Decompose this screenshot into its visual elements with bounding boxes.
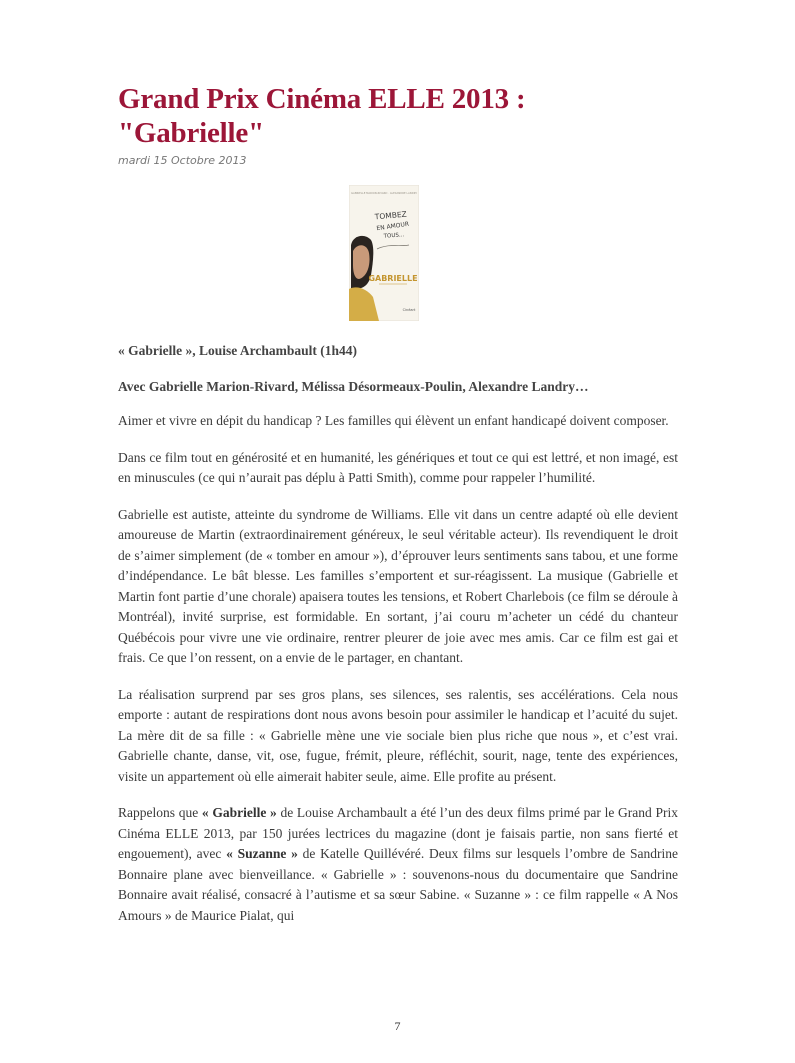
p5-text-c: de Louise Archambault a été l’un des deux films primé par le Grand Prix Cinéma ELLE 2013, par 150 jurées lectrices du magazine (dont je faisais partie, non sans fierté et engouement), avec — [118, 805, 678, 861]
poster-tagline-2: EN AMOUR — [376, 220, 410, 233]
article — [118, 82, 678, 926]
poster-tagline-3: TOUS... — [383, 232, 405, 240]
page-title — [118, 82, 678, 150]
cast-info: Avec Gabrielle Marion-Rivard, Mélissa Désormeaux-Poulin, Alexandre Landry… — [118, 379, 589, 394]
p5-film-suzanne: « Suzanne » — [226, 846, 298, 861]
poster-film-title: GABRIELLE — [368, 274, 418, 283]
poster-credits: GABRIELLE MARION-RIVARD · ALEXANDRE LANDRY — [351, 192, 417, 195]
paragraph-2: Dans ce film tout en générosité et en humanité, les génériques et tout ce qui est lettré, et non imagé, est en minuscules (ce qui n’aurait pas déplu à Patti Smith), comme pour rappeler l’humilité. — [118, 449, 678, 485]
movie-poster — [349, 185, 419, 321]
film-info: « Gabrielle », Louise Archambault (1h44) — [118, 343, 358, 358]
poster-distributor: Cinéart — [402, 308, 416, 312]
poster-tagline-1: TOMBEZ — [374, 209, 408, 222]
paragraph-5 — [118, 803, 678, 926]
paragraph-3: Gabrielle est autiste, atteinte du syndrome de Williams. Elle vit dans un centre adapté où elle devient amoureuse de Martin (extraordinairement généreux, le seul véritable acteur). Ils revendiquent le droit de s’aimer simplement (de « tomber en amour »), d’éprouver leurs sentiments sans tabou, et une forme d’indépendance. Le bât blesse. Les familles s’emportent et sur-réagissent. La musique (Gabrielle et Martin font partie d’une chorale) apaisera toutes les tensions, et Robert Charlebois (ce film se déroule à Montréal), invité surprise, est formidable. En sortant, j’ai couru m’acheter un cédé du chanteur Québécois pour vivre une vie ordinaire, rentrer pleurer de joie avec mes amis. Car ce film est gai et frais. Ce que l’on ressent, on a envie de le partager, en chantant. — [118, 506, 678, 665]
post-date: mardi 15 Octobre 2013 — [118, 154, 247, 167]
paragraph-1: Aimer et vivre en dépit du handicap ? Les familles qui élèvent un enfant handicapé doivent composer. — [118, 413, 669, 428]
title-line-1: Grand Prix Cinéma ELLE 2013 : — [118, 83, 526, 115]
paragraph-4: La réalisation surprend par ses gros plans, ses silences, ses ralentis, ses accélérations. Cela nous emporte : autant de respirations dont nous avons besoin pour assimiler le handicap et l’acuité du sujet. La mère dit de sa fille : « Gabrielle mène une vie sociale bien plus riche que nous », et c’est vrai. Gabrielle chante, danse, vit, ose, fugue, frémit, pleure, réfléchit, sourit, nage, tente des expériences, visite un appartement où elle aimerait habiter seule, aime. Elle profite au présent. — [118, 686, 678, 784]
page-number: 7 — [394, 1019, 401, 1033]
title-line-2: "Gabrielle" — [118, 117, 264, 149]
p5-film-gabrielle: « Gabrielle » — [201, 805, 277, 820]
p5-text-a: Rappelons que — [118, 805, 202, 820]
p5-text-e: de Katelle Quillévéré. Deux films sur lesquels l’ombre de Sandrine Bonnaire plane avec bienveillance. « Gabrielle » : souvenons-nous du documentaire que Sandrine Bonnaire avait réalisé, consacré à l’autisme et sa sœur Sabine. « Suzanne » : ce film rappelle « A Nos Amours » de Maurice Pialat, qui — [118, 846, 678, 923]
